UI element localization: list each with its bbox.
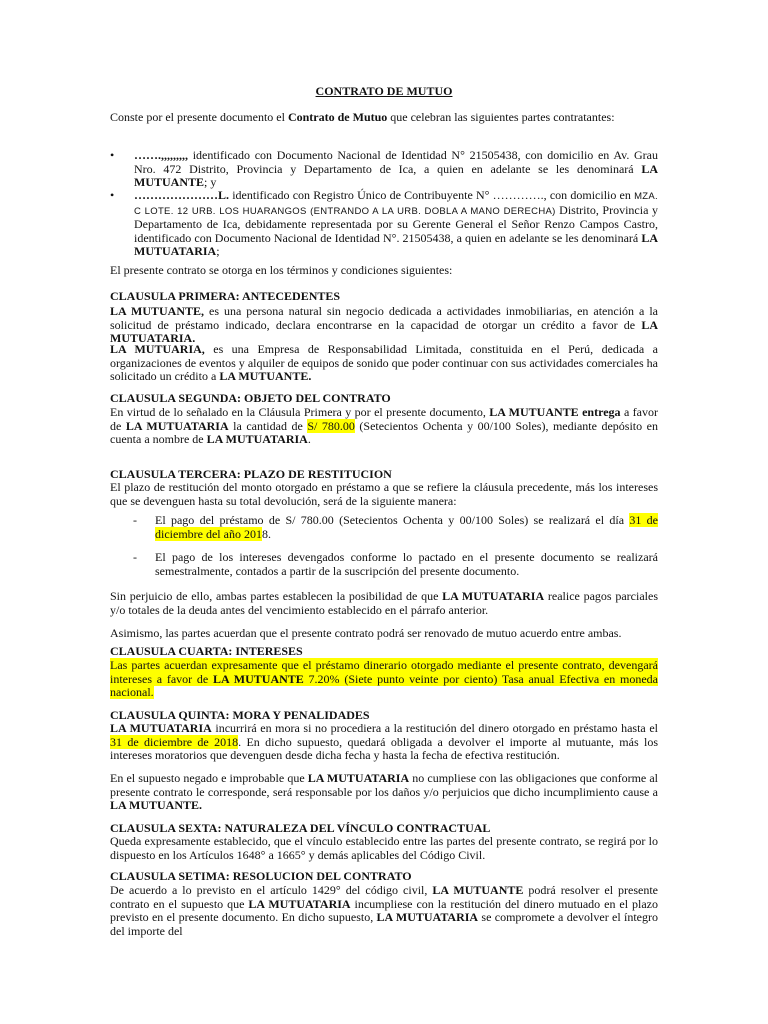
party-mutuataria: …………………L. identificado con Registro Único de Contribuyente N° …………., con domicilio en MZA. C LOTE. 12 URB. LOS HUARANGOS (ENTRANDO A LA URB. DOBLA A MANO DERECHA) Distrito, Provincia y Departamento de Ica, debidamente representada por su Gerente General el Señor Renzo Campos Castro, identificado con Documento Nacional de Identidad N°. 21505438, a quien en adelante se les denominará LA MUTUATARIA; bbox=[134, 188, 658, 259]
highlight-date: 31 de diciembre del año 201 bbox=[155, 513, 659, 541]
clause-3-paragraph-3: Asimismo, las partes acuerdan que el presente contrato podrá ser renovado de mutuo acuerdo entre ambas. bbox=[110, 626, 622, 640]
highlight-amount: S/ 780.00 bbox=[307, 418, 355, 433]
bullet-icon: • bbox=[110, 148, 115, 162]
bullet-icon: • bbox=[110, 188, 115, 202]
intro-paragraph: Conste por el presente documento el Contrato de Mutuo que celebran las siguientes partes contratantes: bbox=[110, 110, 615, 124]
clause-3-paragraph-2: Sin perjuicio de ello, ambas partes establecen la posibilidad de que LA MUTUATARIA realice pagos parciales y/o totales de la deuda antes del vencimiento establecido en el párrafo anterior. bbox=[110, 589, 658, 617]
clause-5-heading: CLAUSULA QUINTA: MORA Y PENALIDADES bbox=[110, 708, 370, 722]
highlight-date: 31 de diciembre de 2018 bbox=[110, 734, 239, 749]
terms-intro: El presente contrato se otorga en los términos y condiciones siguientes: bbox=[110, 263, 453, 277]
clause-7-paragraph: De acuerdo a lo previsto en el artículo 1429° del código civil, LA MUTUANTE podrá resolver el presente contrato en el supuesto que LA MUTUATARIA incumpliese con la restitución del dinero mutuado en el plazo previsto en el presente documento. En dicho supuesto, LA MUTUATARIA se compromete a devolver el íntegro del importe del bbox=[110, 883, 658, 938]
clause-6-paragraph: Queda expresamente establecido, que el vínculo establecido entre las partes del presente contrato, se regirá por lo dispuesto en los Artículos 1648° a 1665° y demás aplicables del Código Civil. bbox=[110, 834, 658, 862]
document-title: CONTRATO DE MUTUO bbox=[315, 84, 453, 98]
clause-4-paragraph bbox=[110, 659, 658, 700]
dash-icon: - bbox=[133, 550, 137, 564]
dash-icon: - bbox=[133, 513, 137, 527]
highlight-interest: Las partes acuerdan expresamente que el préstamo dinerario otorgado mediante el presente contrato, devengará intereses a favor de LA MUTUANTE 7.20% (Siete punto veinte por ciento) Tasa anual Efectiva en moneda nacional. bbox=[110, 658, 659, 700]
clause-2-paragraph: En virtud de lo señalado en la Cláusula Primera y por el presente documento, LA MUTUANTE entrega a favor de LA MUTUATARIA la cantidad de S/ 780.00 (Setecientos Ochenta y 00/100 Soles), mediante depósito en cuenta a nombre de LA MUTUATARIA. bbox=[110, 405, 658, 447]
party-mutuante: …….,,,,,,,,, identificado con Documento Nacional de Identidad N° 21505438, con domicilio en Av. Grau Nro. 472 Distrito, Provincia y Departamento de Ica, a quien en adelante se les denominará LA MUTUANTE; y bbox=[134, 148, 658, 190]
clause-3-item-1: El pago del préstamo de S/ 780.00 (Setecientos Ochenta y 00/100 Soles) se realizará el día 31 de diciembre del año 2018. bbox=[155, 513, 659, 541]
clause-1-heading: CLAUSULA PRIMERA: ANTECEDENTES bbox=[110, 289, 341, 303]
clause-3-item-2: El pago de los intereses devengados conforme lo pactado en el presente documento se realizará semestralmente, contados a partir de la suscripción del presente documento. bbox=[155, 550, 658, 578]
clause-5-paragraph-1: LA MUTUATARIA incurrirá en mora si no procediera a la restitución del dinero otorgado en préstamo hasta el 31 de diciembre de 2018. En dicho supuesto, quedará obligada a devolver el importe al mutuante, más los intereses moratorios que devenguen desde dicha fecha y hasta la fecha de efectiva restitución. bbox=[110, 721, 658, 763]
clause-5-paragraph-2: En el supuesto negado e improbable que LA MUTUATARIA no cumpliese con las obligaciones que conforme al presente contrato le corresponde, será responsable por los daños y/o perjuicios que dicho incumplimiento cause a LA MUTUANTE. bbox=[110, 771, 659, 813]
clause-7-heading: CLAUSULA SETIMA: RESOLUCION DEL CONTRATO bbox=[110, 869, 412, 883]
clause-4-heading: CLAUSULA CUARTA: INTERESES bbox=[110, 644, 303, 658]
clause-1-paragraph-1: LA MUTUANTE, es una persona natural sin negocio dedicada a actividades inmobiliarias, en atención a la solicitud de préstamo indicado, declara encontrarse en la capacidad de otorgar un crédito a favor de LA MUTUATARIA. bbox=[110, 304, 658, 346]
clause-2-heading: CLAUSULA SEGUNDA: OBJETO DEL CONTRATO bbox=[110, 391, 391, 405]
clause-1-paragraph-2: LA MUTUARIA, es una Empresa de Responsabilidad Limitada, constituida en el Perú, dedicada a organizaciones de eventos y alquiler de equipos de sonido que poder continuar con sus actividades comerciales ha solicitado un crédito a LA MUTUANTE. bbox=[110, 342, 658, 384]
clause-6-heading: CLAUSULA SEXTA: NATURALEZA DEL VÍNCULO CONTRACTUAL bbox=[110, 821, 491, 835]
clause-3-paragraph-1: El plazo de restitución del monto otorgado en préstamo a que se refiere la cláusula precedente, más los intereses que se devenguen hasta su total devolución, será de la siguiente manera: bbox=[110, 480, 658, 508]
clause-3-heading: CLAUSULA TERCERA: PLAZO DE RESTITUCION bbox=[110, 467, 392, 481]
